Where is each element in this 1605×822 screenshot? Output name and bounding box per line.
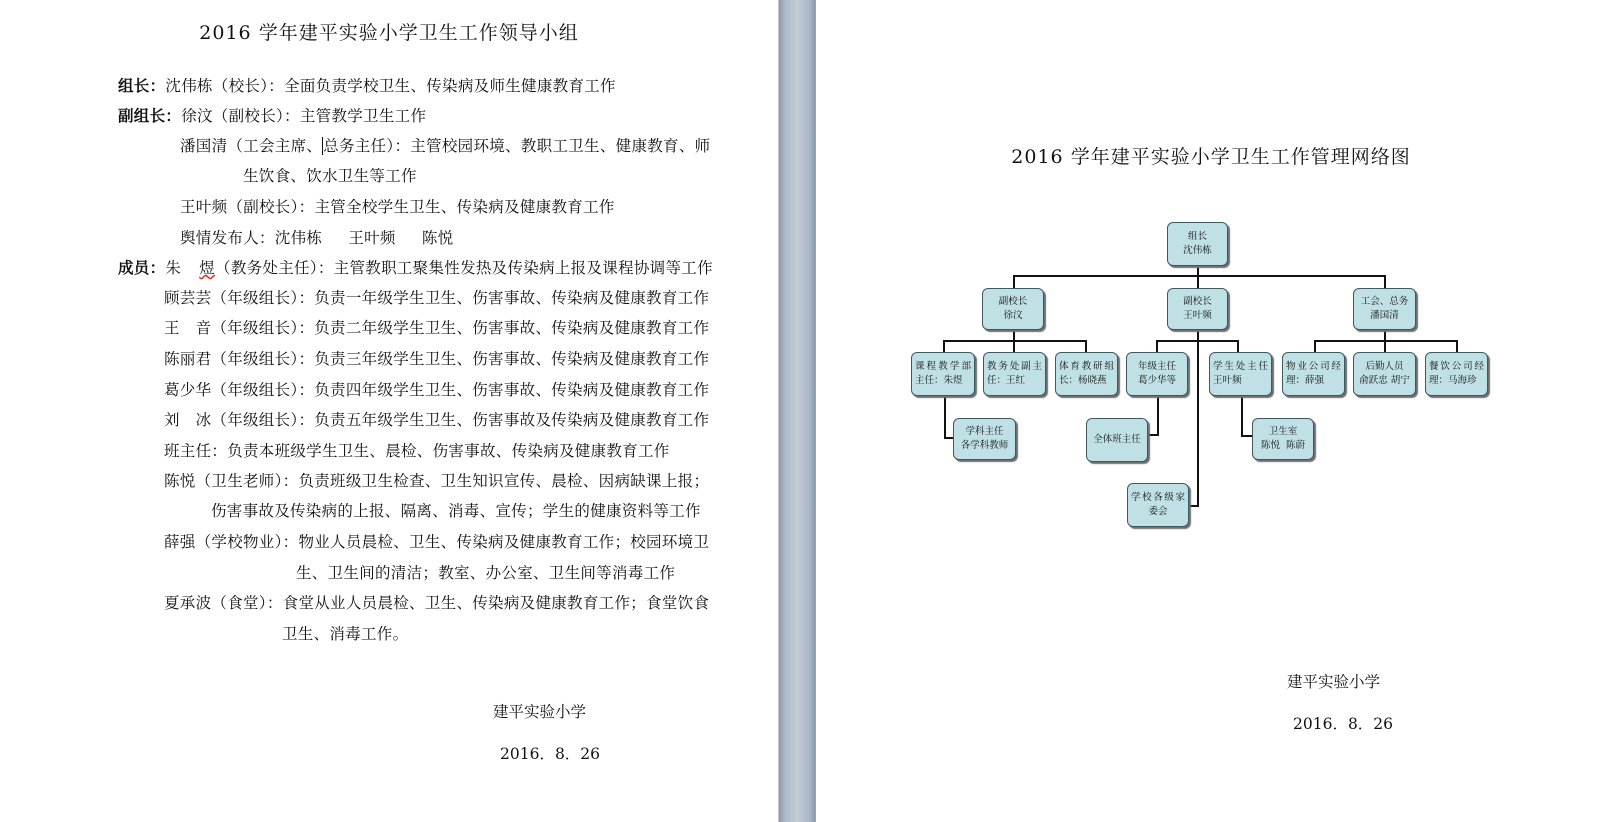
left-page xyxy=(0,0,779,822)
left-signature: 建平实验小学 xyxy=(493,703,587,721)
leader-label: 组长： xyxy=(118,76,166,95)
node-logistics-staff-role: 后勤人员 xyxy=(1365,361,1404,372)
node-grade-director-role: 年级主任 xyxy=(1137,361,1176,372)
member-4: 陈丽君（年级组长）：负责三年级学生卫生、伤害事故、传染病及健康教育工作 xyxy=(164,350,710,368)
node-curriculum-director-name: 主任：朱煜 xyxy=(915,375,963,386)
member-8-cont: 伤害事故及传染病的上报、隔离、消毒、宣传；学生的健康资料等工作 xyxy=(211,502,701,520)
right-page xyxy=(815,0,1605,822)
connector xyxy=(1085,340,1087,352)
right-date: 2016．8．26 xyxy=(1293,715,1394,733)
right-signature: 建平实验小学 xyxy=(1287,673,1381,691)
node-academic-deputy-role: 教务处副主 xyxy=(987,361,1042,372)
member-9-cont: 生、卫生间的清洁；教室、办公室、卫生间等消毒工作 xyxy=(296,564,676,582)
node-pe-group-leader-role: 体育教研组 xyxy=(1059,361,1114,372)
node-catering-manager-role: 餐饮公司经 xyxy=(1429,361,1484,372)
node-academic-deputy-name: 任：王红 xyxy=(987,375,1026,386)
connector xyxy=(1156,340,1158,352)
node-health-room-members: 陈悦 陈蔚 xyxy=(1260,440,1306,451)
connector xyxy=(1314,340,1316,352)
member-8: 陈悦（卫生老师）：负责班级卫生检查、卫生知识宣传、晨检、因病缺课上报； xyxy=(164,472,710,490)
node-vice-principal-1-role: 副校长 xyxy=(998,296,1028,307)
node-property-manager-name: 理：薛强 xyxy=(1286,375,1325,386)
node-curriculum-director xyxy=(911,352,975,396)
connector xyxy=(1456,340,1458,352)
member-7: 班主任：负责本班级学生卫生、晨检、伤害事故、传染病及健康教育工作 xyxy=(164,442,670,460)
node-all-class-teachers xyxy=(1086,418,1148,462)
node-subject-heads xyxy=(953,418,1016,460)
spokesperson-line: 舆情发布人：沈伟栋 王叶频 陈悦 xyxy=(180,229,454,247)
node-catering-manager xyxy=(1425,352,1488,396)
connector xyxy=(1188,505,1199,507)
connector xyxy=(1237,340,1239,352)
member-1-name-b: 煜 xyxy=(199,259,216,277)
connector xyxy=(1197,275,1199,288)
member-6: 刘 冰（年级组长）：负责五年级学生卫生、伤害事故及传染病及健康教育工作 xyxy=(164,411,710,429)
member-10-cont: 卫生、消毒工作。 xyxy=(282,625,409,643)
node-vice-principal-2-name: 王叶频 xyxy=(1183,310,1212,321)
node-root-leader xyxy=(1167,222,1228,266)
node-union-general-affairs-name: 潘国清 xyxy=(1370,310,1399,321)
vice-leader-text: 徐汶（副校长）：主管教学卫生工作 xyxy=(181,107,427,125)
node-student-affairs-role: 学生处主任 xyxy=(1213,361,1268,372)
member-1-role: （教务处主任）：主管教职工聚集性发热及传染病上报及课程协调等工作 xyxy=(215,259,713,277)
connector xyxy=(1384,275,1386,288)
node-union-general-affairs xyxy=(1353,288,1416,330)
vice-leader-2-cont: 生饮食、饮水卫生等工作 xyxy=(243,167,417,185)
member-3: 王 音（年级组长）：负责二年级学生卫生、伤害事故、传染病及健康教育工作 xyxy=(164,319,710,337)
member-10: 夏承波（食堂）：食堂从业人员晨检、卫生、传染病及健康教育工作；食堂饮食 xyxy=(164,594,710,612)
node-academic-deputy xyxy=(983,352,1046,396)
node-all-class-teachers-label: 全体班主任 xyxy=(1093,434,1141,445)
node-vice-principal-1 xyxy=(982,288,1044,330)
member-5: 葛少华（年级组长）：负责四年级学生卫生、伤害事故、传染病及健康教育工作 xyxy=(164,381,710,399)
node-parent-committee-role: 学校各级家 xyxy=(1131,492,1185,503)
node-pe-group-leader xyxy=(1055,352,1118,396)
leader-line xyxy=(118,76,616,96)
node-vice-principal-2 xyxy=(1167,288,1228,330)
node-student-affairs-name: 王叶频 xyxy=(1213,375,1242,386)
node-property-manager-role: 物业公司经 xyxy=(1286,361,1341,372)
vice-leader-2 xyxy=(180,136,710,156)
node-vice-principal-2-role: 副校长 xyxy=(1183,296,1212,307)
member-1 xyxy=(118,258,713,278)
vice-leader-2-part-b: 总务主任）：主管校园环境、教职工卫生、健康教育、师 xyxy=(323,137,711,155)
node-union-general-affairs-role: 工会、总务 xyxy=(1360,296,1409,307)
vice-leader-label: 副组长： xyxy=(118,106,182,125)
node-curriculum-director-role: 课程教学部 xyxy=(915,361,971,372)
node-subject-heads-members: 各学科教师 xyxy=(960,440,1009,451)
connector xyxy=(1157,396,1159,436)
connector xyxy=(1148,434,1159,436)
connector xyxy=(1197,330,1199,507)
left-date: 2016．8．26 xyxy=(500,745,601,763)
connector xyxy=(943,340,945,352)
vice-leader-3: 王叶频（副校长）：主管全校学生卫生、传染病及健康教育工作 xyxy=(180,198,615,216)
node-grade-director-name: 葛少华等 xyxy=(1137,375,1176,386)
page-gutter xyxy=(779,0,815,822)
node-parent-committee xyxy=(1127,483,1189,527)
node-logistics-staff xyxy=(1353,352,1416,396)
vice-leader-2-part-a: 潘国清（工会主席、 xyxy=(180,137,323,155)
left-page-title: 2016 学年建平实验小学卫生工作领导小组 xyxy=(199,22,579,44)
node-catering-manager-name: 理：马海珍 xyxy=(1429,375,1477,386)
connector xyxy=(1241,396,1243,437)
connector xyxy=(1384,340,1386,352)
node-subject-heads-role: 学科主任 xyxy=(965,426,1004,437)
members-label: 成员： xyxy=(118,258,166,277)
network-chart-title: 2016 学年建平实验小学卫生工作管理网络图 xyxy=(1011,146,1411,168)
node-grade-director xyxy=(1126,352,1188,396)
member-1-name-a: 朱 xyxy=(165,259,182,277)
node-health-room xyxy=(1252,418,1314,460)
member-9: 薛强（学校物业）：物业人员晨检、卫生、传染病及健康教育工作；校园环境卫 xyxy=(164,533,710,551)
connector xyxy=(1156,340,1238,342)
node-vice-principal-1-name: 徐汶 xyxy=(1003,310,1023,321)
vice-leader-line xyxy=(118,106,426,126)
leader-text: 沈伟栋（校长）：全面负责学校卫生、传染病及师生健康教育工作 xyxy=(165,77,616,95)
node-root-leader-role: 组长 xyxy=(1187,231,1207,242)
node-root-leader-name: 沈伟栋 xyxy=(1183,245,1212,256)
node-logistics-staff-name: 俞跃忠 胡宁 xyxy=(1359,375,1410,386)
node-pe-group-leader-name: 长：杨晓燕 xyxy=(1059,375,1107,386)
node-parent-committee-suffix: 委会 xyxy=(1148,506,1168,517)
node-student-affairs xyxy=(1209,352,1272,396)
node-health-room-role: 卫生室 xyxy=(1268,426,1298,437)
connector xyxy=(1013,275,1015,288)
member-2: 顾芸芸（年级组长）：负责一年级学生卫生、伤害事故、传染病及健康教育工作 xyxy=(164,289,710,307)
node-property-manager xyxy=(1282,352,1345,396)
connector xyxy=(944,397,946,439)
connector xyxy=(1013,340,1015,352)
